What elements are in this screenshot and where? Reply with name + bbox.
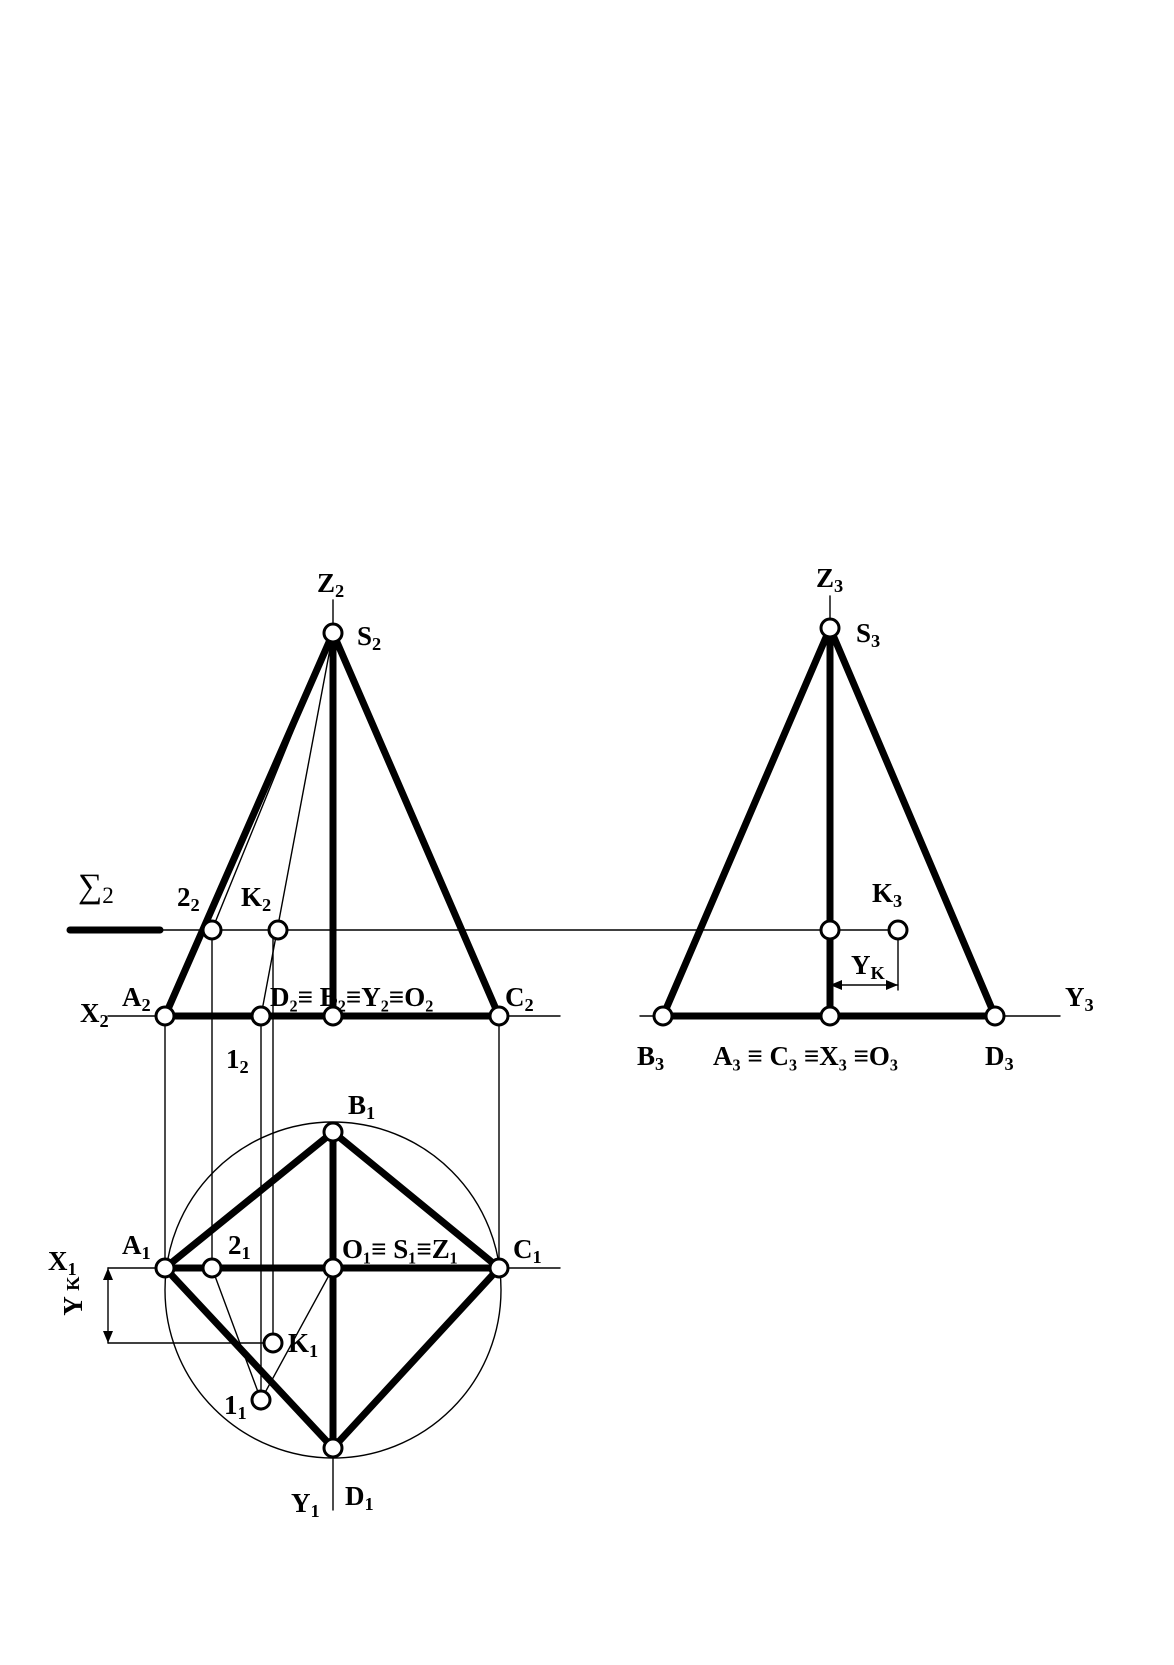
label-2_1: $2_1$ <box>228 1230 251 1264</box>
node-1_1 <box>252 1391 270 1409</box>
node-C1 <box>490 1259 508 1277</box>
object-lines <box>70 628 995 1448</box>
label-x2: $X_2$ <box>80 998 109 1032</box>
profile-edge-S3-B3 <box>663 628 830 1016</box>
node-S2 <box>324 624 342 642</box>
label-c2: $C_2$ <box>505 982 534 1016</box>
node-K3 <box>889 921 907 939</box>
label-y3: $Y_3$ <box>1065 982 1094 1016</box>
label-1_2: $1_2$ <box>226 1044 249 1078</box>
node-O1 <box>324 1259 342 1277</box>
node-S3-mid <box>821 921 839 939</box>
label-1_1: $1_1$ <box>224 1390 247 1424</box>
yk-arrow-up <box>103 1268 113 1280</box>
top-edge-A1-D1 <box>165 1268 333 1448</box>
node-S3 <box>821 619 839 637</box>
label-k3: $K_3$ <box>872 878 903 912</box>
node-K1 <box>264 1334 282 1352</box>
node-D2 <box>252 1007 270 1025</box>
label-x1: $X_1$ <box>48 1246 77 1280</box>
node-B3 <box>654 1007 672 1025</box>
front-edge-S2-A2 <box>165 633 333 1016</box>
node-D1 <box>324 1439 342 1457</box>
label-k2: $K_2$ <box>241 882 272 916</box>
label-a3-c3-x3-o3: A₃ ≡ C₃ ≡X₃ ≡O₃ <box>713 1041 899 1071</box>
label-a2: $A_2$ <box>122 982 151 1016</box>
node-O3 <box>821 1007 839 1025</box>
label-sigma2: $\sum_2$ <box>78 868 114 910</box>
label-b3: $B_3$ <box>637 1041 665 1075</box>
node-2_1 <box>203 1259 221 1277</box>
front-edge-S2-C2 <box>333 633 499 1016</box>
label-yk-profile: $Y_K$ <box>851 950 885 984</box>
label-d1: $D_1$ <box>345 1481 374 1515</box>
label-z3: $Z_3$ <box>816 563 844 597</box>
yk-arrow-down <box>103 1331 113 1343</box>
label-s2: $S_2$ <box>357 621 382 655</box>
yk-profile-arrow-right <box>886 980 898 990</box>
label-2_2: $2_2$ <box>177 882 200 916</box>
label-c1: $C_1$ <box>513 1234 542 1268</box>
line-2_1-to-1_1 <box>212 1268 261 1400</box>
label-z2: $Z_2$ <box>317 568 345 602</box>
edge-S2-to-1_2 <box>261 633 333 1016</box>
label-b1: $B_1$ <box>348 1090 376 1124</box>
top-edge-C1-D1 <box>333 1268 499 1448</box>
label-a1: $A_1$ <box>122 1230 151 1264</box>
label-o1-s1-z1: O₁≡ S₁≡Z₁ <box>342 1234 458 1264</box>
label-yk-top-view: $Y_K$ <box>58 1276 88 1316</box>
node-D3 <box>986 1007 1004 1025</box>
node-A1 <box>156 1259 174 1277</box>
node-K2 <box>269 921 287 939</box>
label-d3: $D_3$ <box>985 1041 1014 1075</box>
node-A2 <box>156 1007 174 1025</box>
node-B1 <box>324 1123 342 1141</box>
node-2_2 <box>203 921 221 939</box>
label-y1: $Y_1$ <box>291 1488 320 1522</box>
label-k1: $K_1$ <box>288 1328 319 1362</box>
label-s3: $S_3$ <box>856 618 881 652</box>
label-d2-b2-y2-o2: D₂≡ B₂≡Y₂≡O₂ <box>270 982 434 1012</box>
